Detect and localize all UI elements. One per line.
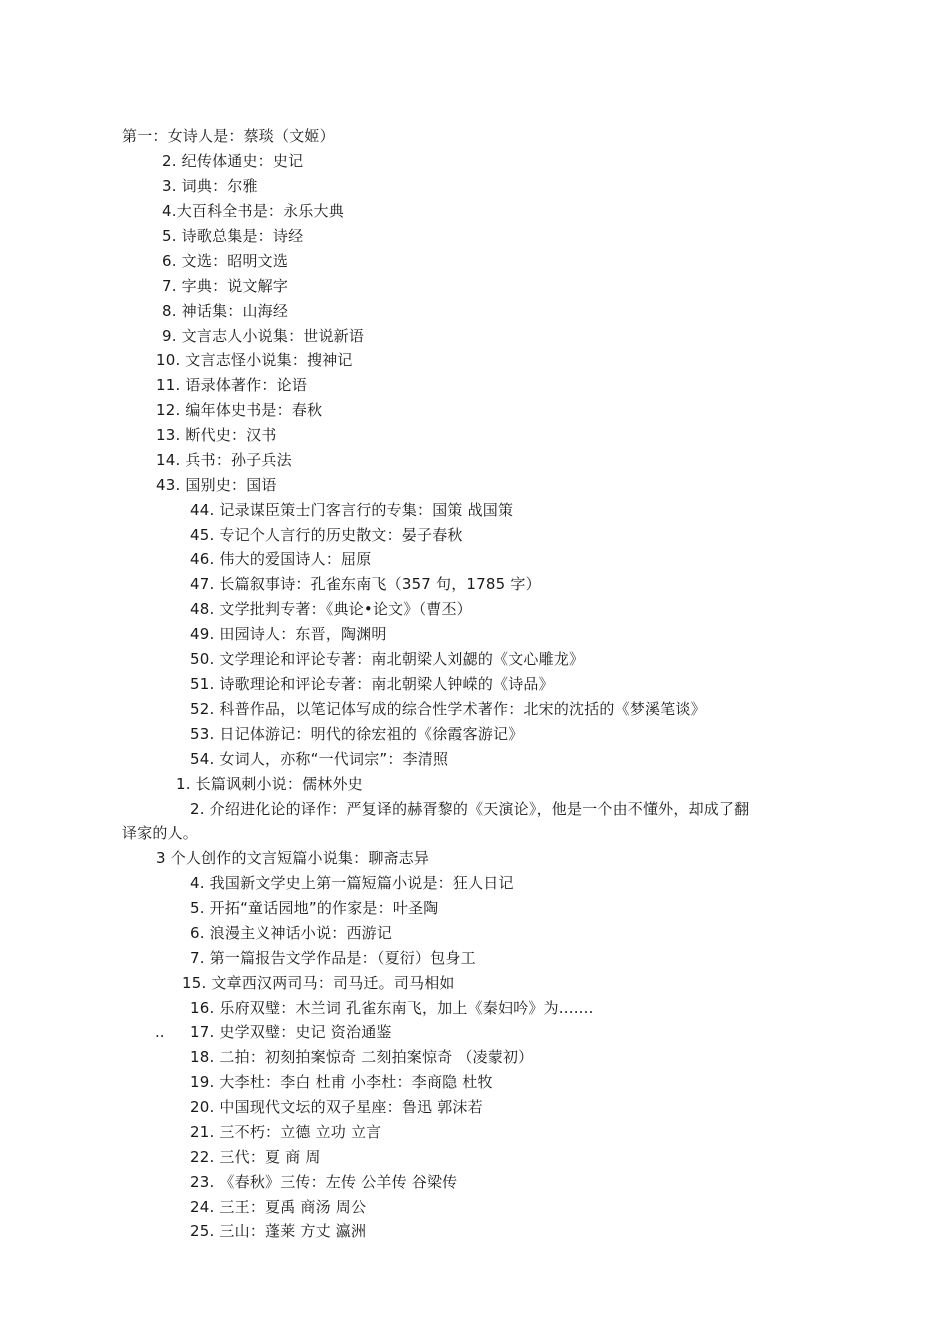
stray-dots: .. xyxy=(155,1023,165,1041)
list-item: 14. 兵书：孙子兵法 xyxy=(156,451,292,469)
list-item: 48. 文学批判专著：《典论•论文》（曹丕） xyxy=(190,600,472,618)
list-item: 22. 三代：夏 商 周 xyxy=(190,1148,321,1166)
list-item: 23. 《春秋》三传：左传 公羊传 谷梁传 xyxy=(190,1173,458,1191)
list-item: 1. 长篇讽刺小说：儒林外史 xyxy=(176,775,363,793)
list-item: 3. 词典：尔雅 xyxy=(162,177,258,195)
list-item: 8. 神话集：山海经 xyxy=(162,302,289,320)
list-item: 44. 记录谋臣策士门客言行的专集：国策 战国策 xyxy=(190,501,514,519)
list-item: 19. 大李杜：李白 杜甫 小李杜：李商隐 杜牧 xyxy=(190,1073,493,1091)
list-item: 11. 语录体著作：论语 xyxy=(156,376,308,394)
list-item: 6. 浪漫主义神话小说：西游记 xyxy=(190,924,393,942)
list-item: 17. 史学双璧：史记 资治通鉴 xyxy=(190,1023,392,1041)
list-item: 5. 诗歌总集是：诗经 xyxy=(162,227,304,245)
list-item: 5. 开拓“童话园地”的作家是：叶圣陶 xyxy=(190,899,439,917)
list-item: 46. 伟大的爱国诗人：屈原 xyxy=(190,550,372,568)
list-item: 47. 长篇叙事诗：孔雀东南飞（357 句，1785 字） xyxy=(190,575,541,593)
list-item: 53. 日记体游记：明代的徐宏祖的《徐霞客游记》 xyxy=(190,725,524,743)
list-item: 13. 断代史：汉书 xyxy=(156,426,277,444)
list-item: 25. 三山：蓬莱 方丈 瀛洲 xyxy=(190,1222,367,1240)
list-item: 20. 中国现代文坛的双子星座：鲁迅 郭沫若 xyxy=(190,1098,483,1116)
list-item: 2. 介绍进化论的译作：严复译的赫胥黎的《天演论》，他是一个由不懂外，却成了翻 xyxy=(190,800,750,818)
list-item: 49. 田园诗人：东晋，陶渊明 xyxy=(190,625,387,643)
list-item: 21. 三不朽：立德 立功 立言 xyxy=(190,1123,382,1141)
list-item: 43. 国别史：国语 xyxy=(156,476,277,494)
list-item: 9. 文言志人小说集：世说新语 xyxy=(162,327,365,345)
list-item: 52. 科普作品，以笔记体写成的综合性学术著作：北宋的沈括的《梦溪笔谈》 xyxy=(190,700,706,718)
list-item: 7. 字典：说文解字 xyxy=(162,277,289,295)
list-item: 10. 文言志怪小说集：搜神记 xyxy=(156,351,353,369)
list-item: 50. 文学理论和评论专著：南北朝梁人刘勰的《文心雕龙》 xyxy=(190,650,585,668)
list-item: 15. 文章西汉两司马：司马迁。司马相如 xyxy=(182,974,455,992)
list-item: 4.大百科全书是：永乐大典 xyxy=(162,202,344,220)
list-item: 6. 文选：昭明文选 xyxy=(162,252,289,270)
list-item: 2. 纪传体通史：史记 xyxy=(162,152,304,170)
list-item: 18. 二拍：初刻拍案惊奇 二刻拍案惊奇 （凌蒙初） xyxy=(190,1048,534,1066)
list-item: 24. 三王：夏禹 商汤 周公 xyxy=(190,1198,367,1216)
list-item: 51. 诗歌理论和评论专著：南北朝梁人钟嵘的《诗品》 xyxy=(190,675,554,693)
list-item: 45. 专记个人言行的历史散文：晏子春秋 xyxy=(190,526,463,544)
list-item: 第一：女诗人是：蔡琰（文姬） xyxy=(122,127,335,145)
list-item-continuation: 译家的人。 xyxy=(122,824,199,842)
list-item: 4. 我国新文学史上第一篇短篇小说是：狂人日记 xyxy=(190,874,514,892)
list-item: 16. 乐府双璧：木兰词 孔雀东南飞，加上《秦妇吟》为....... xyxy=(190,999,594,1017)
list-item: 7. 第一篇报告文学作品是：（夏衍）包身工 xyxy=(190,949,476,967)
list-item: 54. 女词人，亦称“一代词宗”：李清照 xyxy=(190,750,449,768)
list-item: 3 个人创作的文言短篇小说集：聊斋志异 xyxy=(156,849,430,867)
list-item: 12. 编年体史书是：春秋 xyxy=(156,401,323,419)
